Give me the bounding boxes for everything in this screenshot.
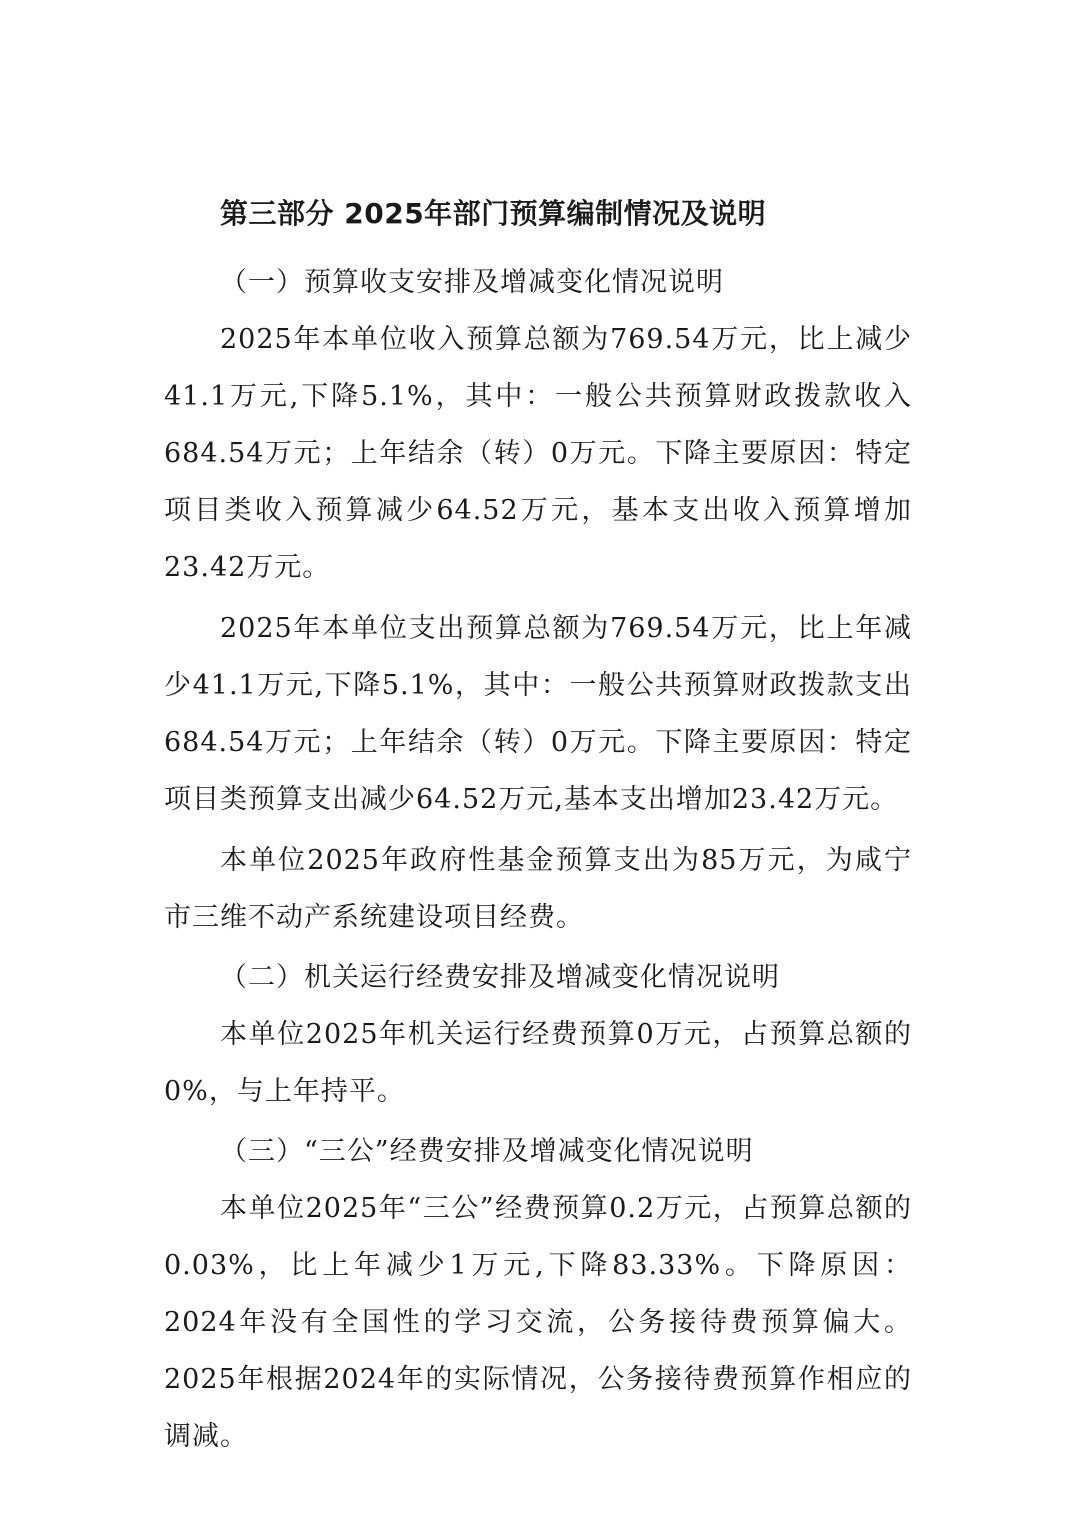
- paragraph-three-public-expenses: 本单位2025年“三公”经费预算0.2万元，占预算总额的0.03%，比上年减少1万元,下降83.33%。下降原因：2024年没有全国性的学习交流，公务接待费预算偏大。2025年根据2024年的实际情况，公务接待费预算作相应的调减。: [164, 1193, 912, 1452]
- section-heading: （二）机关运行经费安排及增减变化情况说明: [220, 962, 780, 993]
- section-operating-costs: [164, 949, 912, 1120]
- section-heading: （三）“三公”经费安排及增减变化情况说明: [220, 1136, 754, 1167]
- paragraph-income: 2025年本单位收入预算总额为769.54万元，比上减少41.1万元,下降5.1%，其中：一般公共预算财政拨款收入684.54万元；上年结余（转）0万元。下降主要原因：特定项目类收入预算减少64.52万元，基本支出收入预算增加23.42万元。: [164, 324, 912, 583]
- document-title: 第三部分 2025年部门预算编制情况及说明: [220, 197, 767, 230]
- paragraph-expenditure: 2025年本单位支出预算总额为769.54万元，比上年减少41.1万元,下降5.1%，其中：一般公共预算财政拨款支出684.54万元；上年结余（转）0万元。下降主要原因：特定项目类预算支出减少64.52万元,基本支出增加23.42万元。: [164, 613, 912, 815]
- section-heading: （一）预算收支安排及增减变化情况说明: [220, 267, 724, 298]
- paragraph-government-fund: 本单位2025年政府性基金预算支出为85万元，为咸宁市三维不动产系统建设项目经费。: [164, 845, 912, 933]
- document-body: [164, 196, 912, 1468]
- paragraph-operating-costs: 本单位2025年机关运行经费预算0万元，占预算总额的0%，与上年持平。: [164, 1019, 912, 1107]
- section-budget-income-expenditure: [164, 254, 912, 946]
- section-three-public-expenses: [164, 1123, 912, 1465]
